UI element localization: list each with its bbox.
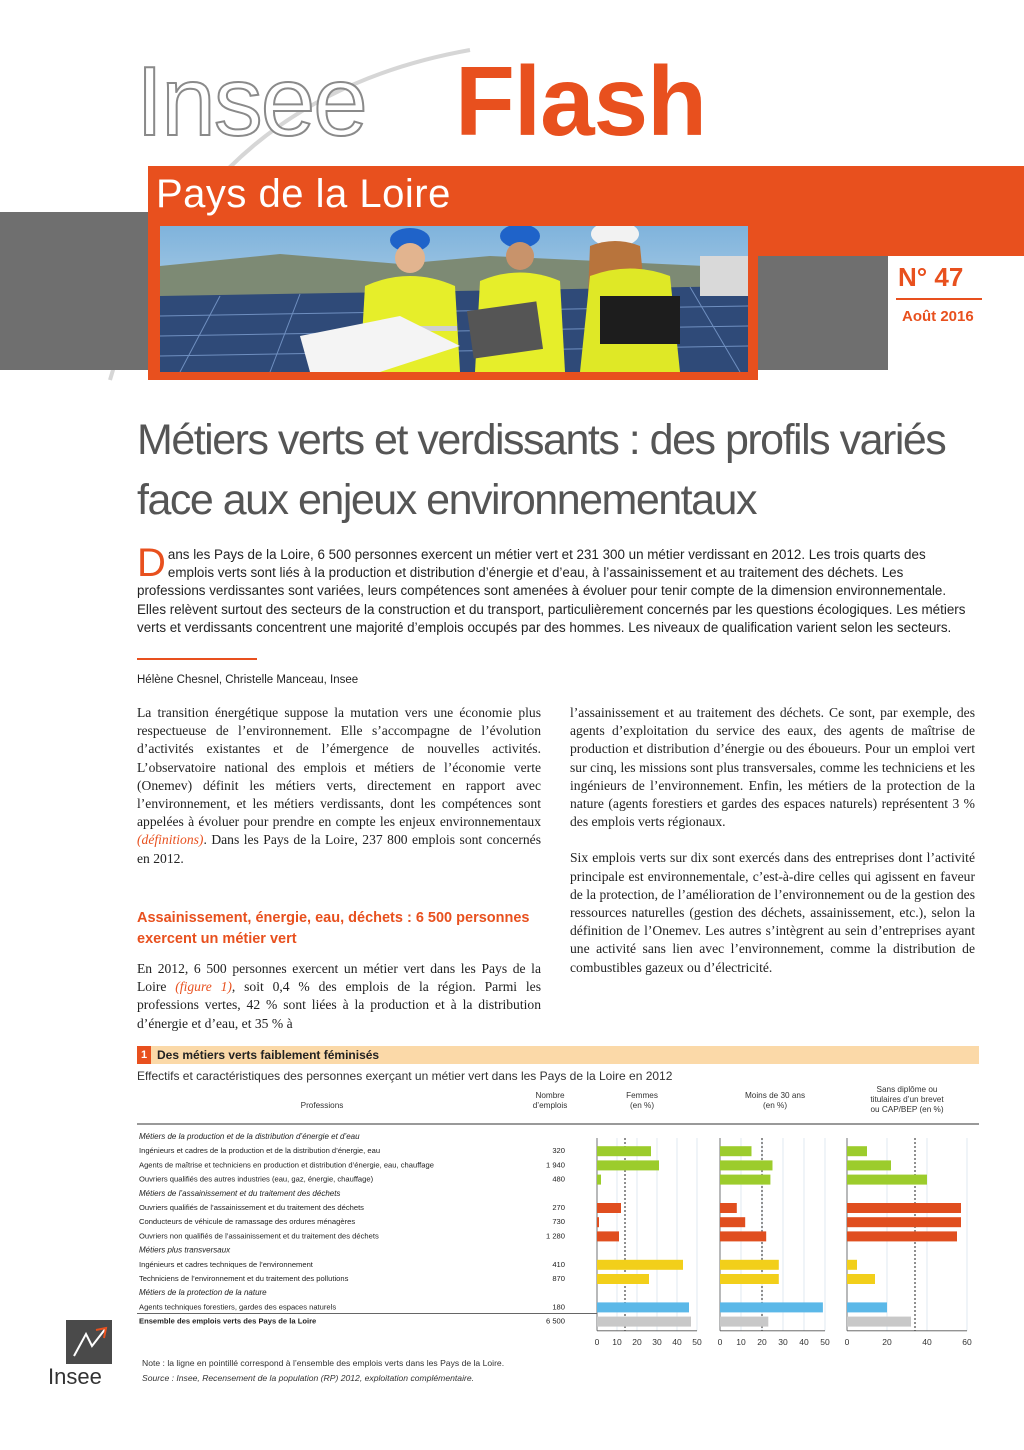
body-paragraph: Six emplois verts sur dix sont exercés dans des entreprises dont l’activité principale est environnementale, c’est-à-dire celles qui agissent en faveur de la protection, de l’amélioration de l’environnement ou de la gestion des ressources naturelles (gestion des déchets, assainissement, etc.), selon la définition de l’Onemev. Les autres s’intègrent au sein d’entreprises ayant une activité sans lien avec l’environnement, comme la distribution de combustibles gazeux ou d’électricité. <box>570 850 975 975</box>
col-header-women: (en %) <box>629 1101 655 1110</box>
tick-label: 0 <box>594 1336 600 1347</box>
tick-label: 10 <box>612 1336 622 1347</box>
insee-logo-icon <box>66 1320 112 1364</box>
body-text: En 2012, 6 500 personnes exercent un métier vert dans les Pays de la Loire <box>137 961 541 995</box>
brand-insee: Insee <box>136 46 366 156</box>
bar-lowdip <box>847 1160 891 1170</box>
body-column-right <box>570 704 975 995</box>
row-label: Ingénieurs et cadres de la production et de la distribution d’énergie, eau <box>139 1146 381 1156</box>
group-label: Métiers de la protection de la nature <box>139 1288 267 1298</box>
row-label: Ensemble des emplois verts des Pays de la Loire <box>139 1316 317 1326</box>
brand-flash: Flash <box>455 46 706 156</box>
body-text: La transition énergétique suppose la mutation vers une économie plus respectueuse de l’environnement. Elle s’accompagne de l’évolution d’activités existantes et de l’émergence de nouvelles activités. L’observatoire national des emplois et métiers de l’économie verte (Onemev) définit les métiers verts, directement en rapport avec l’environnement, et les métiers verdissants, dont les compétences sont appelées à évoluer pour prendre en compte les enjeux environnementaux <box>137 705 541 830</box>
row-label: Conducteurs de véhicule de ramassage des ordures ménagères <box>139 1217 356 1227</box>
bar-lowdip <box>847 1217 961 1227</box>
lead-dropcap: D <box>137 541 166 585</box>
lead-text: ans les Pays de la Loire, 6 500 personnes exercent un métier vert et 231 300 un métier verdissant en 2012. Les trois quarts des emplois verts sont liés à la production et distribution d’énergie et d’eau, à l’assainissement et au traitement des déchets. Les professions verdissantes sont variées, leurs compétences sont amenées à évoluer pour tenir compte de la dimension environnementale. Elles relèvent surtout des secteurs de la construction et du transport, particulièrement concernés par les questions écologiques. Les métiers verts et verdissants concentrent une majorité d’emplois occupés par des hommes. Les niveaux de qualification varient selon les secteurs. <box>137 547 966 635</box>
bar-women <box>597 1231 619 1241</box>
tick-label: 20 <box>757 1336 767 1347</box>
group-label: Métiers de la production et de la distribution d’énergie et d’eau <box>139 1132 360 1141</box>
body-text: , soit 0,4 % des emplois de la région. Parmi les professions vertes, 42 % sont liées à la production et à la distribution d’énergie et d’eau, et 35 % à <box>137 979 541 1031</box>
issue-number: N° 47 <box>898 262 964 292</box>
row-count: 270 <box>552 1203 565 1212</box>
tick-label: 30 <box>652 1336 662 1347</box>
group-label: Métiers de l’assainissement et du traitement des déchets <box>139 1188 341 1198</box>
row-label: Agents de maîtrise et techniciens en production et distribution d’énergie, eau, chauffage <box>139 1160 434 1170</box>
tick-label: 60 <box>962 1336 972 1347</box>
row-count: 6 500 <box>545 1316 565 1326</box>
col-header-lowdip: Sans diplôme ou <box>876 1086 938 1094</box>
bar-women <box>597 1160 659 1170</box>
figure-link[interactable]: (figure 1) <box>175 979 232 995</box>
body-column-left <box>137 704 541 886</box>
row-count: 1 280 <box>545 1231 565 1241</box>
article-title-line1: Métiers verts et verdissants : des profils variés <box>137 416 946 464</box>
tick-label: 0 <box>844 1336 850 1347</box>
definitions-link[interactable]: (définitions) <box>137 832 204 848</box>
bar-women <box>597 1317 691 1327</box>
bar-under30 <box>720 1217 745 1227</box>
authors: Hélène Chesnel, Christelle Manceau, Insee <box>137 674 359 686</box>
tick-label: 50 <box>820 1336 830 1347</box>
bar-under30 <box>720 1231 766 1241</box>
body-paragraph <box>137 704 541 868</box>
lead-divider <box>137 658 257 660</box>
col-header-under30: (en %) <box>762 1101 788 1110</box>
bar-under30 <box>720 1317 768 1327</box>
col-header-lowdip: ou CAP/BEP (en %) <box>870 1105 944 1114</box>
bar-under30 <box>720 1160 773 1170</box>
insee-logo-text: Insee <box>48 1364 102 1389</box>
bar-women <box>597 1302 689 1312</box>
row-label: Ouvriers qualifiés des autres industries (eau, gaz, énergie, chauffage) <box>139 1174 374 1184</box>
body-paragraph <box>137 960 541 1033</box>
figure-title: Des métiers verts faiblement féminisés <box>157 1048 380 1062</box>
row-label: Ingénieurs et cadres techniques de l’environnement <box>139 1259 313 1269</box>
bar-under30 <box>720 1203 737 1213</box>
col-header-under30: Moins de 30 ans <box>744 1091 806 1100</box>
row-count: 180 <box>552 1302 565 1312</box>
cover-photo <box>160 226 748 372</box>
row-label: Agents techniques forestiers, gardes des espaces naturels <box>139 1302 337 1312</box>
figure-subtitle: Effectifs et caractéristiques des personnes exerçant un métier vert dans les Pays de la Loire en 2012 <box>137 1069 673 1083</box>
bar-lowdip <box>847 1260 857 1270</box>
bar-lowdip <box>847 1231 957 1241</box>
tick-label: 50 <box>692 1336 702 1347</box>
bar-lowdip <box>847 1146 867 1156</box>
body-column-left-2 <box>137 960 541 1051</box>
article-title-line2: face aux enjeux environnementaux <box>137 476 756 524</box>
bar-under30 <box>720 1302 823 1312</box>
group-label: Métiers plus transversaux <box>139 1245 231 1255</box>
bar-women <box>597 1217 599 1227</box>
figure-chart <box>137 1086 979 1348</box>
body-paragraph: l’assainissement et au traitement des déchets. Ce sont, par exemple, des agents d’exploitation du service des eaux, des agents de maîtrise de production et distribution d’énergie ou des éboueurs. Pour un emploi vert sur cinq, les missions sont plus transversales, comme les techniciens et les ingénieurs de l’environnement. Enfin, les métiers de la protection de la nature (agents forestiers et gardes des espaces naturels) représentent 3 % des emplois verts régionaux. <box>570 705 975 830</box>
tick-label: 40 <box>799 1336 809 1347</box>
region-title: Pays de la Loire <box>156 172 451 216</box>
tick-label: 10 <box>736 1336 746 1347</box>
bar-women <box>597 1260 683 1270</box>
bar-under30 <box>720 1175 770 1185</box>
body-text: . Dans les Pays de la Loire, 237 800 emplois sont concernés en 2012. <box>137 832 541 866</box>
bar-women <box>597 1203 621 1213</box>
tick-label: 40 <box>672 1336 682 1347</box>
col-header-count: d’emplois <box>532 1101 568 1110</box>
section-heading: Assainissement, énergie, eau, déchets : 6 500 personnes exercent un métier vert <box>137 910 530 947</box>
col-header-lowdip: titulaires d’un brevet <box>870 1095 944 1104</box>
tick-label: 30 <box>778 1336 788 1347</box>
issue-divider <box>896 298 982 300</box>
bar-women <box>597 1175 601 1185</box>
row-label: Techniciens de l’environnement et du traitement des pollutions <box>139 1274 349 1283</box>
bar-under30 <box>720 1260 779 1270</box>
row-label: Ouvriers qualifiés de l’assainissement et du traitement des déchets <box>139 1203 364 1212</box>
tick-label: 20 <box>882 1336 892 1347</box>
lead-paragraph <box>137 541 975 637</box>
bar-under30 <box>720 1274 779 1284</box>
article-title <box>137 410 977 530</box>
row-count: 870 <box>552 1274 565 1283</box>
bar-women <box>597 1274 649 1284</box>
bar-lowdip <box>847 1274 875 1284</box>
col-header-count: Nombre <box>535 1091 565 1100</box>
row-count: 320 <box>552 1146 565 1156</box>
issue-date: Août 2016 <box>902 308 974 325</box>
tick-label: 0 <box>717 1336 723 1347</box>
bar-lowdip <box>847 1317 911 1327</box>
col-header-professions: Professions <box>300 1101 344 1110</box>
tick-label: 20 <box>632 1336 642 1347</box>
row-count: 1 940 <box>545 1160 565 1170</box>
row-label: Ouvriers non qualifiés de l’assainissement et du traitement des déchets <box>139 1231 379 1241</box>
bar-under30 <box>720 1146 752 1156</box>
figure-number: 1 <box>137 1046 151 1064</box>
col-header-women: Femmes <box>626 1091 658 1100</box>
bar-lowdip <box>847 1203 961 1213</box>
bar-lowdip <box>847 1302 887 1312</box>
row-count: 730 <box>552 1217 565 1227</box>
tick-label: 40 <box>922 1336 932 1347</box>
figure-source: Source : Insee, Recensement de la population (RP) 2012, exploitation complémentaire. <box>142 1373 475 1383</box>
figure-note: Note : la ligne en pointillé correspond à l’ensemble des emplois verts dans les Pays de la Loire. <box>142 1358 505 1368</box>
bar-lowdip <box>847 1175 927 1185</box>
row-count: 410 <box>552 1259 565 1269</box>
row-count: 480 <box>552 1174 565 1184</box>
bar-women <box>597 1146 651 1156</box>
